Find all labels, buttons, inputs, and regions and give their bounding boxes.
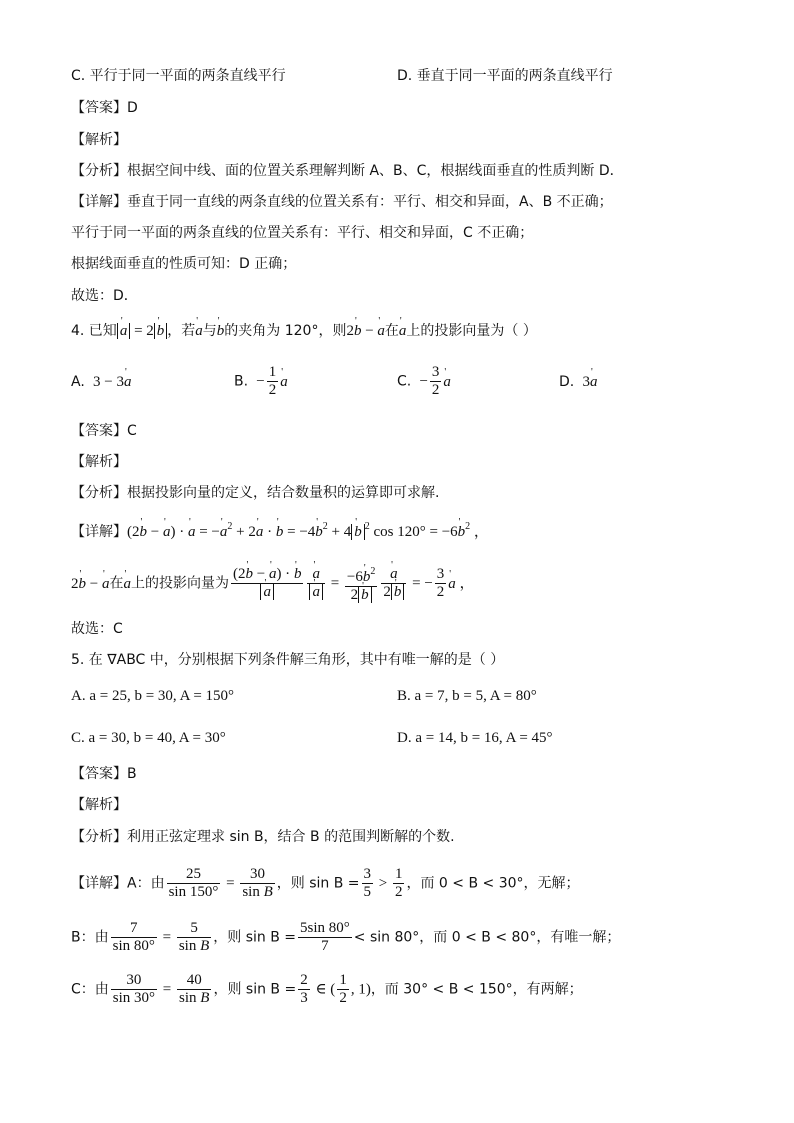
math-expr: $\frac{-6' b^2}{2' b}$ xyxy=(345,563,377,604)
detail-text: ，则 sin B = xyxy=(276,875,360,892)
option-label: C. xyxy=(397,373,412,390)
math-expr: = xyxy=(159,981,176,998)
detail-text: ，而 30° < B < 150°，有两解； xyxy=(370,981,583,998)
detail-text: B：由 xyxy=(71,929,109,946)
math-expr: ' a xyxy=(195,321,203,341)
detail-line-1 xyxy=(71,517,489,542)
math-expr: $\frac{3}{2}$ xyxy=(431,364,440,398)
math-expr: ' $\frac{a}{2' b}$ xyxy=(381,566,406,601)
math-expr: , 1) xyxy=(350,981,371,998)
analysis-label: 【解析】 xyxy=(71,132,127,148)
detail-line-1: 【详解】垂直于同一直线的两条直线的位置关系有：平行、相交和异面，A、B 不正确； xyxy=(71,194,613,210)
option-a: A. a = 25, b = 30, A = 150° xyxy=(71,688,235,704)
option-a xyxy=(71,372,131,392)
option-b xyxy=(234,364,288,399)
math-expr: $\frac{7}{\sin 80^\circ}$ xyxy=(112,920,155,954)
math-expr: − xyxy=(415,373,428,390)
detail-text: ，则 sin B = xyxy=(213,981,297,998)
conclusion: 故选：D． xyxy=(71,288,138,304)
math-expr: $\frac{30}{\sin 30^\circ}$ xyxy=(112,972,156,1006)
math-expr: = xyxy=(158,929,175,946)
math-expr: $\frac{1}{2}$ xyxy=(339,972,347,1006)
detail-line-b xyxy=(71,920,620,955)
detail-text: < sin 80°，而 0 < B < 80°，有唯一解； xyxy=(353,929,621,946)
math-expr: ' b xyxy=(154,323,168,339)
analysis-text: 【分析】根据空间中线、面的位置关系理解判断 A、B、C，根据线面垂直的性质判断 D． xyxy=(71,163,624,179)
stem-part: 的夹角为 120°，则 xyxy=(224,323,347,339)
math-expr: 3' a xyxy=(579,374,598,390)
detail-line-3: 根据线面垂直的性质可知：D 正确； xyxy=(71,256,297,272)
math-expr: $\frac{5}{\text{sin B}}$ xyxy=(178,920,210,954)
detail-text: 上的投影向量为 xyxy=(130,575,229,592)
detail-line-a xyxy=(71,866,580,901)
option-c: C. 平行于同一平面的两条直线平行 xyxy=(71,68,286,84)
math-expr: (2' b − ' a) · ' b ' a xyxy=(231,566,303,601)
analysis-text: 【分析】利用正弦定理求 sin B，结合 B 的范围判断解的个数. xyxy=(71,829,455,845)
math-expr: 2' b − ' a xyxy=(71,576,109,592)
answer-label: 【答案】B xyxy=(71,766,137,782)
math-expr: (2' b − ' a) · ' a = −' $a^2 + 2'$ a · ' b = −4' $b^2 + 4'$ b $^2$ cos 120° = −6' $b^2$ ， xyxy=(127,524,489,540)
math-expr: $\frac{5\sin 80^\circ}{7}$ xyxy=(300,920,350,954)
math-expr: $\frac{1}{2}$ xyxy=(268,364,277,398)
option-label: D. xyxy=(559,374,575,390)
math-expr: 2' b − ' a xyxy=(346,323,384,339)
math-expr: > xyxy=(375,875,391,892)
option-label: A. xyxy=(71,374,85,390)
detail-line-c xyxy=(71,972,583,1007)
math-expr: = 2 xyxy=(130,323,154,339)
math-expr: ' b xyxy=(217,321,225,341)
math-expr: ， xyxy=(455,575,475,592)
option-c xyxy=(397,364,451,399)
math-expr: $\frac{30}{\text{sin B}}$ xyxy=(242,866,273,900)
option-label: B. xyxy=(234,373,249,390)
math-expr: ' a xyxy=(123,574,131,594)
math-expr: $\frac{25}{\sin 150^\circ}$ xyxy=(168,866,219,900)
detail-label: 【详解】 xyxy=(71,524,127,540)
math-expr: $\frac{1}{2}$ xyxy=(394,866,403,900)
math-expr: ' a xyxy=(399,321,407,341)
option-d xyxy=(559,372,597,392)
option-b: B. a = 7, b = 5, A = 80° xyxy=(397,688,537,704)
stem-part: 在 xyxy=(384,323,399,339)
math-expr: ' a xyxy=(117,323,131,339)
math-expr: $\frac{3}{2}$ xyxy=(436,566,445,600)
conclusion: 故选：C xyxy=(71,621,123,637)
question-4-stem xyxy=(71,321,537,341)
math-expr: ' a xyxy=(448,574,456,594)
detail-text: ，则 sin B = xyxy=(213,929,297,946)
analysis-text: 【分析】根据投影向量的定义，结合数量积的运算即可求解. xyxy=(71,485,440,501)
math-expr: 3 − 3' a xyxy=(89,374,131,390)
detail-text: 在 xyxy=(109,575,124,592)
math-expr: ' a ' a xyxy=(307,566,325,601)
detail-line-2 xyxy=(71,563,475,604)
math-expr: = xyxy=(222,875,239,892)
question-5-stem: 5. 在 ∇ABC 中，分别根据下列条件解三角形，其中有唯一解的是（ ） xyxy=(71,652,505,668)
detail-line-2: 平行于同一平面的两条直线的位置关系有：平行、相交和异面，C 不正确； xyxy=(71,225,534,241)
math-expr: ∈ ( xyxy=(311,981,336,998)
math-expr: ' a xyxy=(443,372,451,392)
math-expr: ' a xyxy=(280,372,288,392)
stem-part: 与 xyxy=(202,323,217,339)
detail-text: ，而 0 < B < 30°，无解； xyxy=(406,875,580,892)
math-expr: $\frac{2}{3}$ xyxy=(300,972,308,1006)
answer-label: 【答案】C xyxy=(71,423,137,439)
detail-text: 【详解】A：由 xyxy=(71,875,165,892)
math-expr: = − xyxy=(408,575,433,592)
math-expr: $\frac{40}{\text{sin B}}$ xyxy=(179,972,210,1006)
math-expr: = xyxy=(326,575,343,592)
stem-part: 4. 已知 xyxy=(71,323,117,339)
answer-label: 【答案】D xyxy=(71,100,138,116)
math-expr: $\frac{3}{5}$ xyxy=(363,866,371,900)
analysis-label: 【解析】 xyxy=(71,454,127,470)
detail-text: C：由 xyxy=(71,981,109,998)
option-d: D. 垂直于同一平面的两条直线平行 xyxy=(397,68,613,84)
option-d: D. a = 14, b = 16, A = 45° xyxy=(397,730,553,746)
analysis-label: 【解析】 xyxy=(71,797,127,813)
stem-part: 上的投影向量为（ ） xyxy=(406,323,537,339)
option-c: C. a = 30, b = 40, A = 30° xyxy=(71,730,226,746)
math-expr: − xyxy=(252,373,265,390)
stem-part: ，若 xyxy=(167,323,196,339)
